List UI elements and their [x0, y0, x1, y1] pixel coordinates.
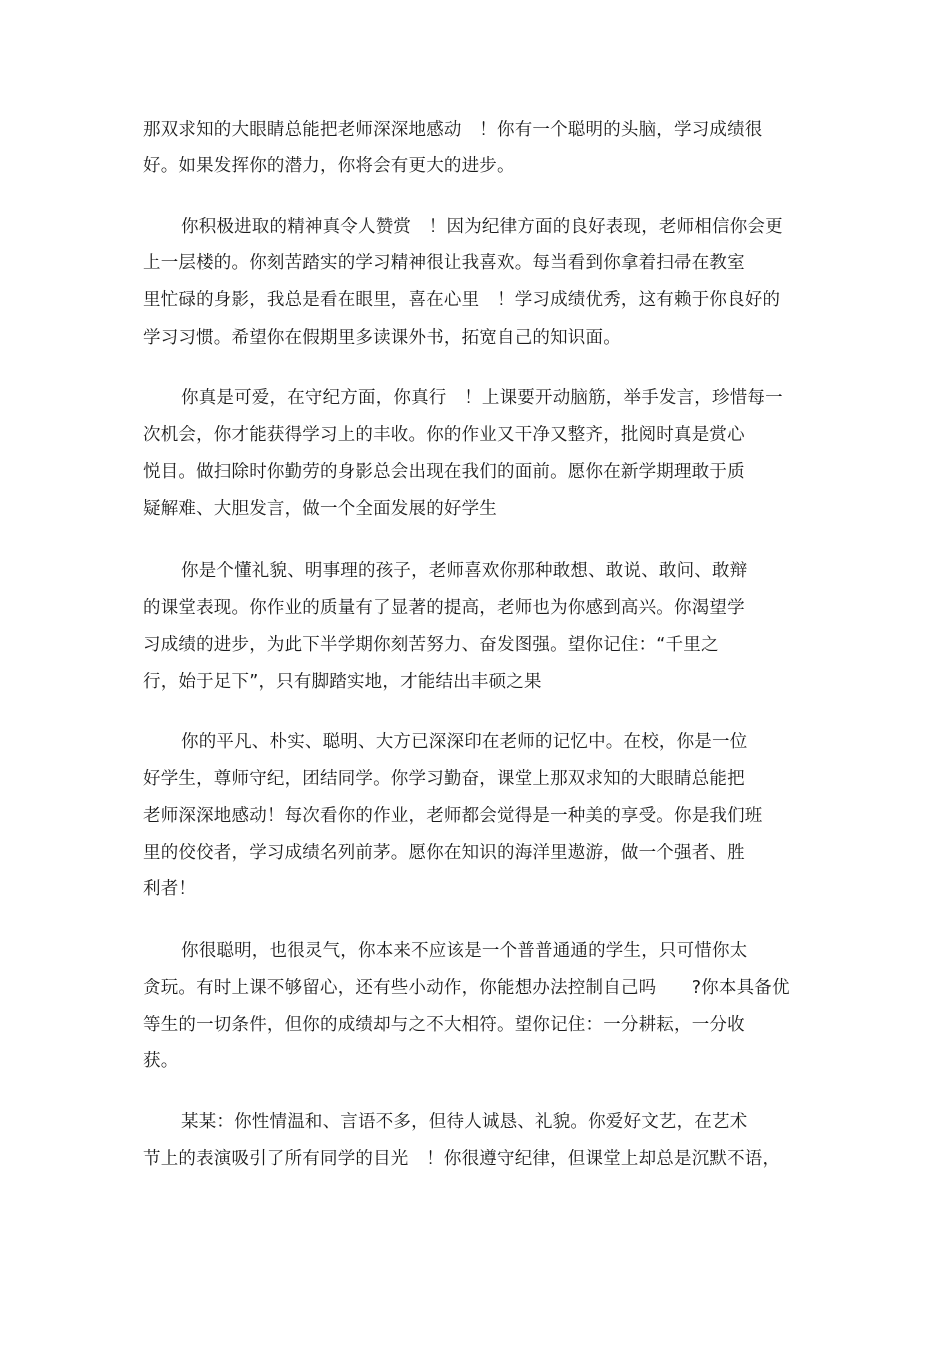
paragraph-1-line-1: 那双求知的大眼睛总能把老师深深地感动 ！你有一个聪明的头脑，学习成绩很 [143, 120, 763, 140]
paragraph-3-line-1: 你真是可爱，在守纪方面，你真行 ！上课要开动脑筋，举手发言，珍惜每一 [181, 388, 783, 408]
paragraph-6-line-1: 你很聪明，也很灵气，你本来不应该是一个普普通通的学生，只可惜你太 [181, 941, 748, 961]
paragraph-6-line-4: 获。 [143, 1051, 179, 1071]
paragraph-6-line-3: 等生的一切条件，但你的成绩却与之不大相符。望你记住：一分耕耘，一分收 [143, 1015, 745, 1035]
paragraph-2-line-3: 里忙碌的身影，我总是看在眼里，喜在心里 ！学习成绩优秀，这有赖于你良好的 [143, 290, 781, 310]
paragraph-4-line-1: 你是个懂礼貌、明事理的孩子，老师喜欢你那种敢想、敢说、敢问、敢辩 [181, 561, 748, 581]
paragraph-5-line-1: 你的平凡、朴实、聪明、大方已深深印在老师的记忆中。在校，你是一位 [181, 732, 748, 752]
paragraph-5-line-5: 利者！ [143, 879, 197, 899]
paragraph-5-line-3: 老师深深地感动！每次看你的作业，老师都会觉得是一种美的享受。你是我们班 [143, 806, 763, 826]
paragraph-3-line-4: 疑解难、大胆发言，做一个全面发展的好学生 [143, 499, 497, 519]
paragraph-6-line-2: 贪玩。有时上课不够留心，还有些小动作，你能想办法控制自己吗 ?你本具备优 [143, 978, 790, 998]
paragraph-5-line-2: 好学生，尊师守纪，团结同学。你学习勤奋，课堂上那双求知的大眼睛总能把 [143, 769, 745, 789]
paragraph-2-line-2: 上一层楼的。你刻苦踏实的学习精神很让我喜欢。每当看到你拿着扫帚在教室 [143, 253, 745, 273]
paragraph-5-line-4: 里的佼佼者，学习成绩名列前茅。愿你在知识的海洋里遨游，做一个强者、胜 [143, 843, 745, 863]
paragraph-2-line-4: 学习习惯。希望你在假期里多读课外书，拓宽自己的知识面。 [143, 328, 621, 348]
paragraph-3-line-3: 悦目。做扫除时你勤劳的身影总会出现在我们的面前。愿你在新学期理敢于质 [143, 462, 745, 482]
paragraph-3-line-2: 次机会，你才能获得学习上的丰收。你的作业又干净又整齐，批阅时真是赏心 [143, 425, 745, 445]
paragraph-7-line-2: 节上的表演吸引了所有同学的目光 ！你很遵守纪律，但课堂上却总是沉默不语， [143, 1149, 781, 1169]
paragraph-2-line-1: 你积极进取的精神真令人赞赏 ！因为纪律方面的良好表现，老师相信你会更 [181, 217, 783, 237]
paragraph-1-line-2: 好。如果发挥你的潜力，你将会有更大的进步。 [143, 156, 515, 176]
paragraph-4-line-3: 习成绩的进步，为此下半学期你刻苦努力、奋发图强。望你记住：“千里之 [143, 635, 719, 655]
paragraph-4-line-4: 行，始于足下”，只有脚踏实地，才能结出丰硕之果 [143, 672, 542, 692]
paragraph-7-line-1: 某某：你性情温和、言语不多，但待人诚恳、礼貌。你爱好文艺，在艺术 [181, 1112, 748, 1132]
paragraph-4-line-2: 的课堂表现。你作业的质量有了显著的提高，老师也为你感到高兴。你渴望学 [143, 598, 745, 618]
